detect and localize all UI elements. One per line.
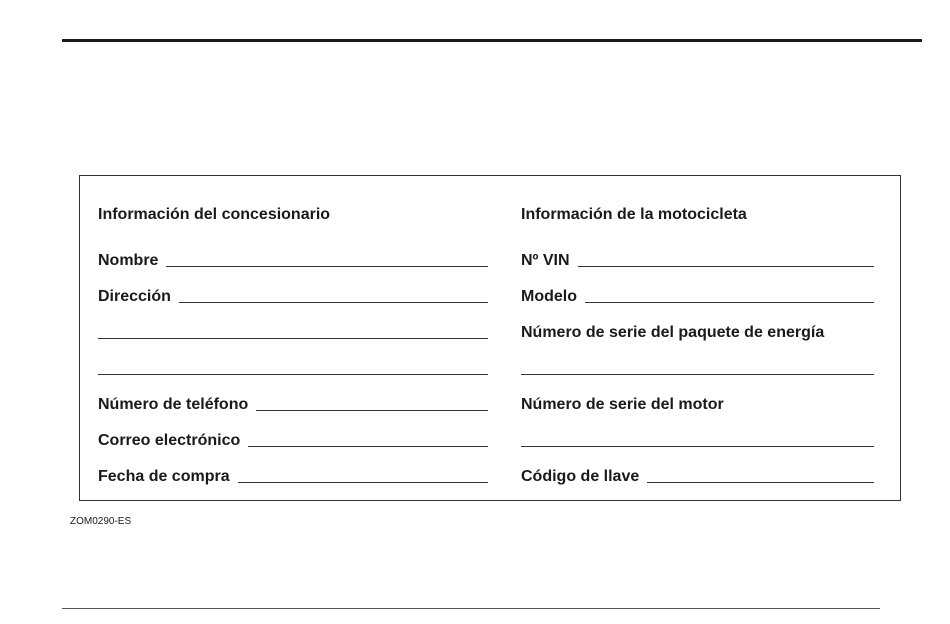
dealer-address-row-2 [98, 318, 488, 342]
model-field[interactable] [585, 302, 874, 303]
power-pack-serial-field[interactable] [521, 374, 874, 375]
power-pack-serial-row [521, 354, 874, 378]
power-pack-serial-label-row [521, 318, 874, 342]
dealer-address-row [98, 282, 488, 306]
model-row [521, 282, 874, 306]
motor-serial-row [521, 426, 874, 450]
key-code-field[interactable] [647, 482, 874, 483]
motorcycle-heading: Información de la motocicleta [521, 206, 747, 223]
top-rule [62, 39, 922, 42]
info-form-box [79, 175, 901, 501]
vin-label: Nº VIN [521, 252, 570, 269]
purchase-date-field[interactable] [238, 482, 488, 483]
dealer-address-field[interactable] [179, 302, 488, 303]
dealer-phone-field[interactable] [256, 410, 488, 411]
key-code-row [521, 462, 874, 486]
dealer-address-field-3[interactable] [98, 374, 488, 375]
dealer-heading: Información del concesionario [98, 206, 331, 223]
figure-code: ZOM0290-ES [70, 516, 132, 527]
dealer-name-label: Nombre [98, 252, 159, 269]
power-pack-serial-label: Número de serie del paquete de energía [521, 324, 825, 341]
bottom-rule [62, 608, 880, 609]
motor-serial-field[interactable] [521, 446, 874, 447]
motorcycle-heading-row [521, 200, 874, 224]
dealer-address-field-2[interactable] [98, 338, 488, 339]
vin-row [521, 246, 874, 270]
dealer-phone-label: Número de teléfono [98, 396, 249, 413]
vin-field[interactable] [578, 266, 874, 267]
purchase-date-label: Fecha de compra [98, 468, 230, 485]
dealer-email-label: Correo electrónico [98, 432, 241, 449]
dealer-name-field[interactable] [166, 266, 488, 267]
key-code-label: Código de llave [521, 468, 640, 485]
purchase-date-row [98, 462, 488, 486]
dealer-phone-row [98, 390, 488, 414]
motor-serial-label-row [521, 390, 874, 414]
model-label: Modelo [521, 288, 577, 305]
dealer-email-field[interactable] [248, 446, 488, 447]
dealer-email-row [98, 426, 488, 450]
dealer-name-row [98, 246, 488, 270]
dealer-heading-row [98, 200, 488, 224]
dealer-address-row-3 [98, 354, 488, 378]
dealer-address-label: Dirección [98, 288, 171, 305]
motor-serial-label: Número de serie del motor [521, 396, 724, 413]
